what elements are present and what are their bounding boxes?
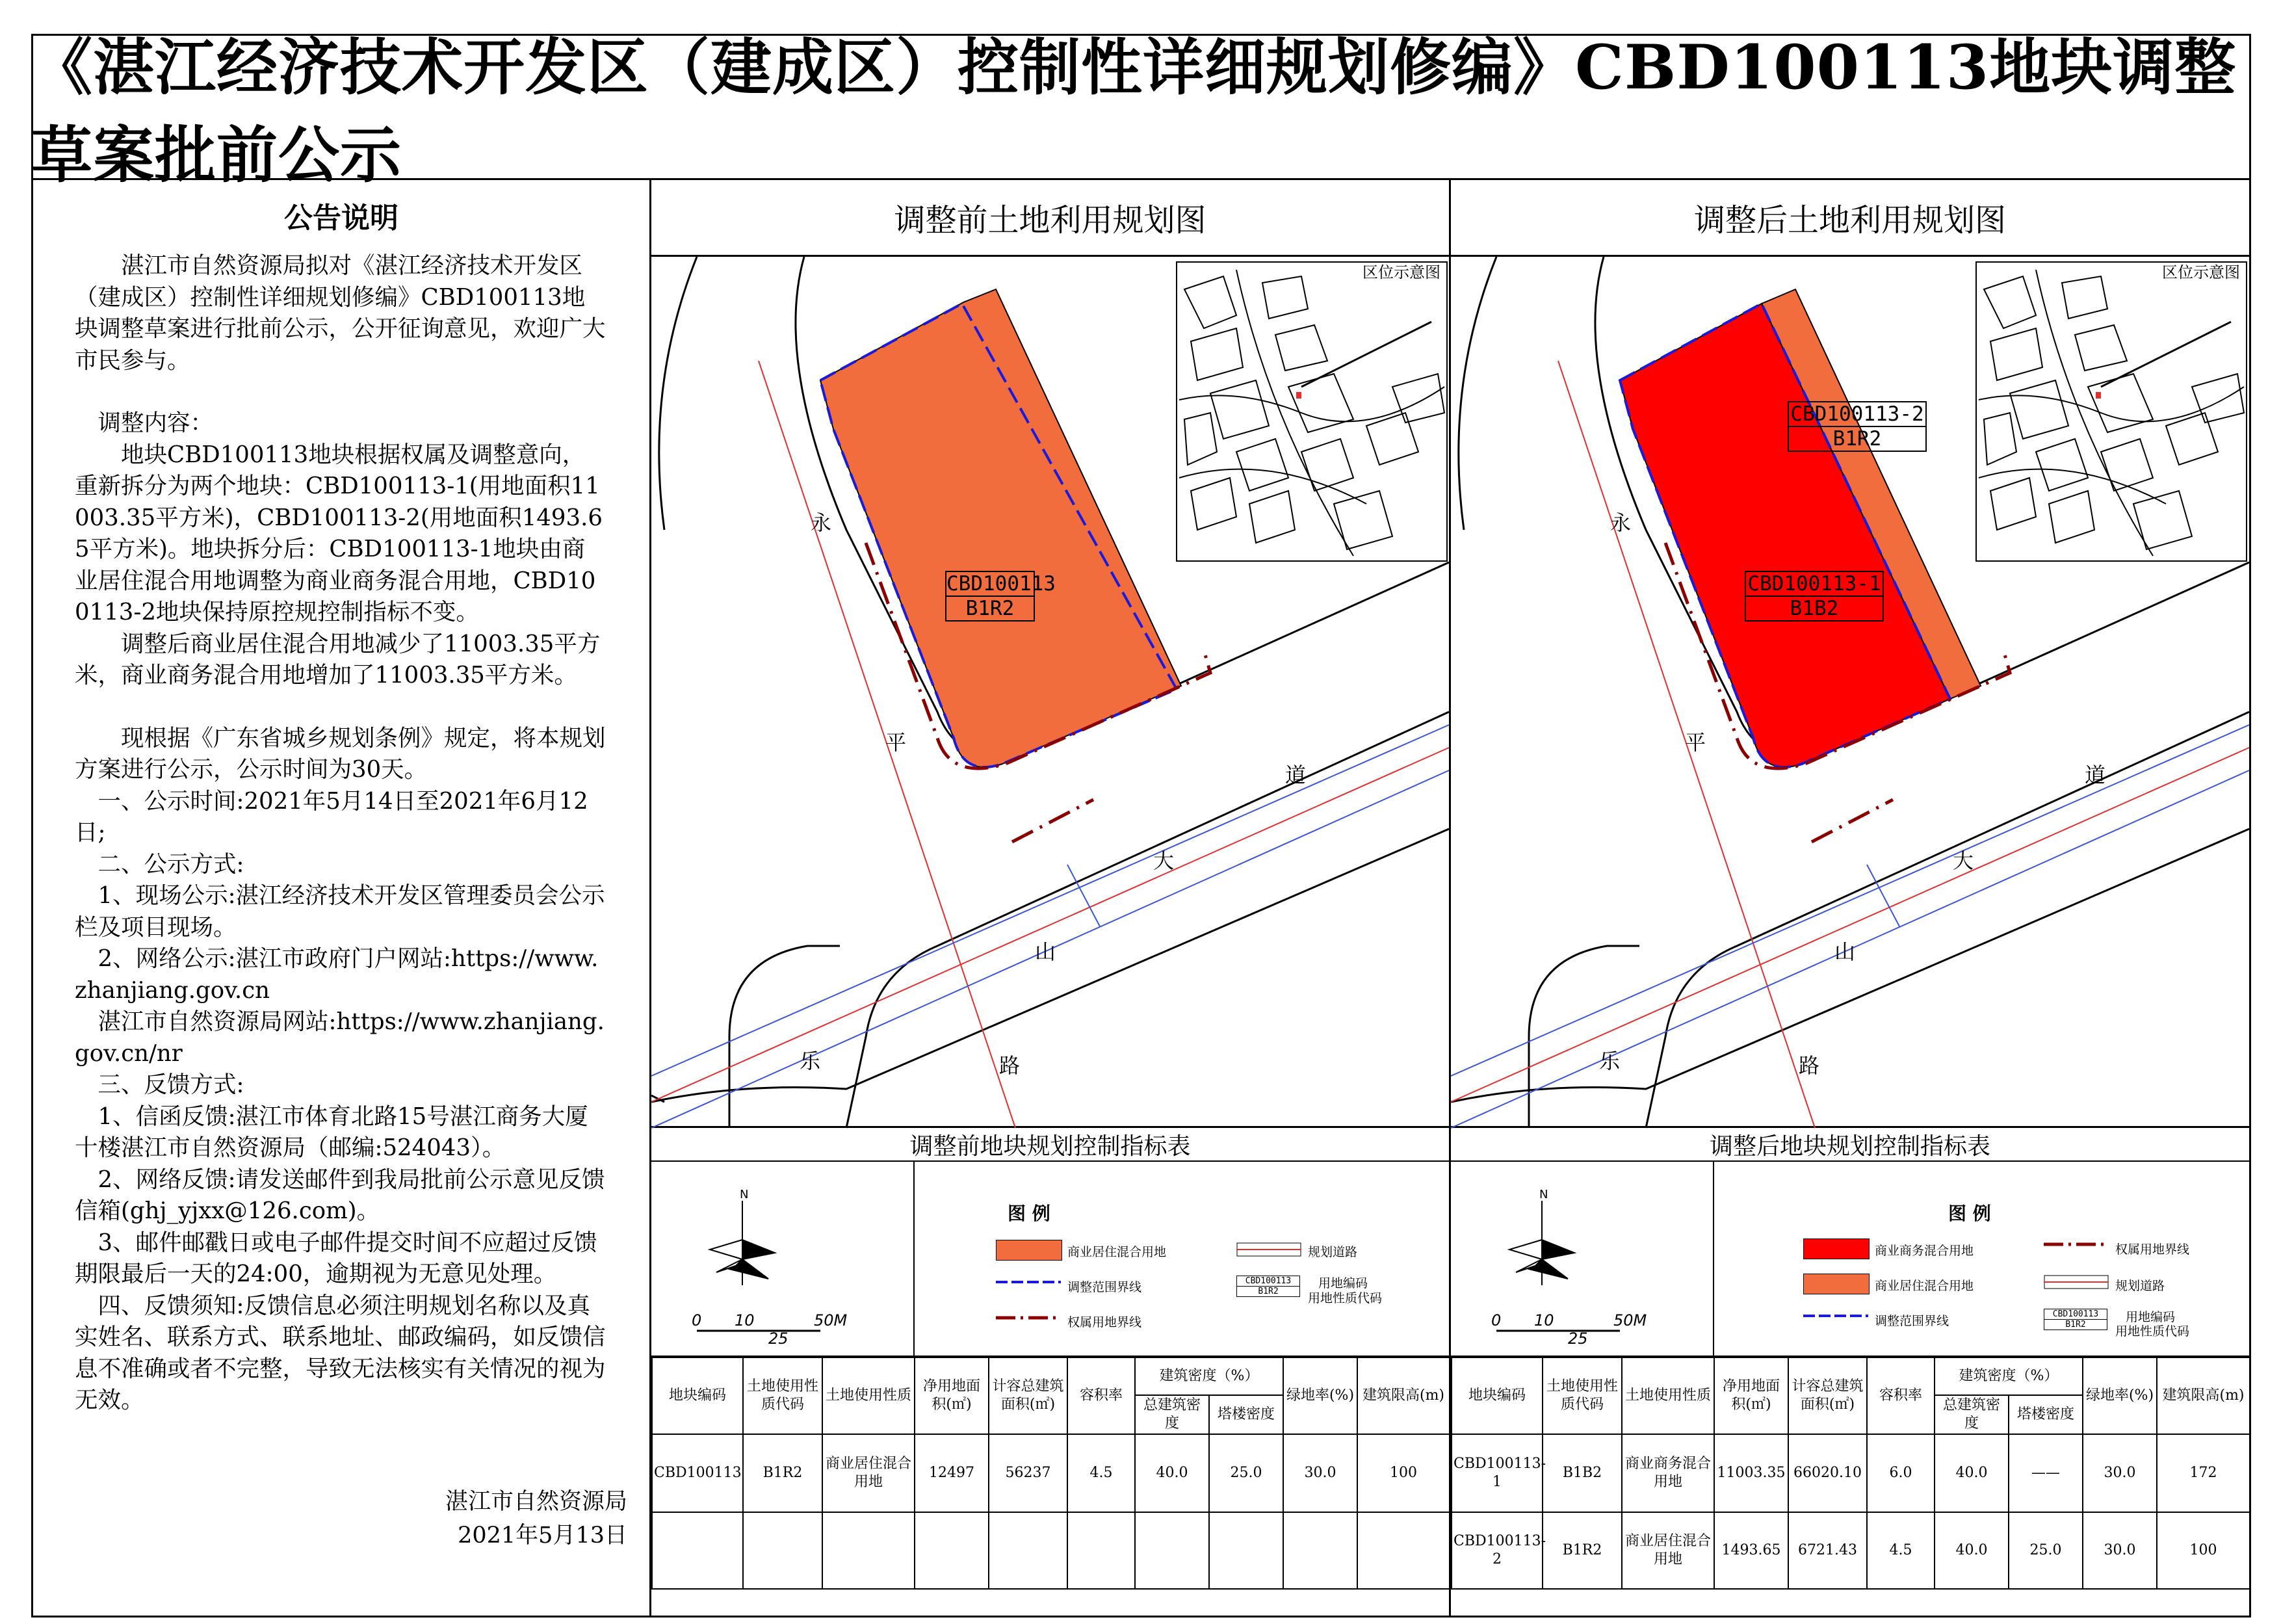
before-map-svg: [651, 257, 1449, 1128]
road-label: 乐: [1599, 1049, 1621, 1073]
road-label: 平: [885, 730, 907, 755]
north-label: N: [740, 1188, 749, 1201]
scale-label: 25: [768, 1329, 789, 1348]
legend-code-top: CBD100113: [2044, 1309, 2107, 1320]
notice-paragraph: 湛江市自然资源局拟对《湛江经济技术开发区（建成区）控制性详细规划修编》CBD100113地块调整草案进行批前公示，公开征询意见，欢迎广大市民参与。: [75, 252, 606, 374]
notice-paragraph: 二、公示方式:: [75, 850, 244, 878]
after-map-title: 调整后土地利用规划图: [1451, 180, 2249, 257]
legend-swatch-ownership-boundary: [996, 1308, 1061, 1328]
legend-swatch-adjust-boundary: [996, 1272, 1061, 1292]
table-header: 土地使用性质代码: [743, 1357, 822, 1434]
notice-paragraph: 1、信函反馈:湛江市体育北路15号湛江商务大厦十楼湛江市自然资源局（邮编:524043）。: [75, 1103, 588, 1161]
road-label: 道: [1285, 763, 1307, 787]
notice-paragraph: 一、公示时间:2021年5月14日至2021年6月12日;: [75, 787, 588, 846]
table-header: 计容总建筑面积(㎡): [1788, 1357, 1867, 1434]
table-header: 绿地率(%): [2083, 1357, 2157, 1434]
road-label: 平: [1685, 730, 1706, 755]
road-label: 永: [1610, 510, 1632, 535]
scale-label: 0: [692, 1311, 702, 1329]
after-inset-label: 区位示意图: [2162, 263, 2240, 282]
legend-label: 规划道路: [2115, 1279, 2165, 1293]
before-legend-area: [651, 1162, 1449, 1357]
legend-swatch-commercial-business: [1803, 1238, 1870, 1259]
after-table-title: 调整后地块规划控制指标表: [1451, 1128, 2249, 1162]
road-label: 山: [1834, 939, 1856, 964]
parcel-use-code: B1R2: [965, 597, 1015, 620]
before-table-title: 调整前地块规划控制指标表: [651, 1128, 1449, 1162]
after-map-svg: [1451, 257, 2249, 1128]
legend-label: 商业居住混合用地: [1067, 1245, 1167, 1259]
table-header: 土地使用性质: [1622, 1357, 1714, 1434]
after-map: [1451, 257, 2249, 1128]
road-label: 大: [1953, 848, 1974, 873]
legend-label: 商业居住混合用地: [1875, 1279, 1974, 1293]
table-header: 绿地率(%): [1283, 1357, 1357, 1434]
legend-swatch-commercial-residential: [1803, 1274, 1870, 1294]
parcel-code-label: [945, 571, 1056, 622]
legend-label: 用地性质代码: [2115, 1324, 2190, 1339]
before-map: [651, 257, 1449, 1128]
road-label: 路: [999, 1053, 1021, 1078]
before-map-title: 调整前土地利用规划图: [651, 180, 1449, 257]
table-header: 建筑限高(m): [1357, 1357, 1450, 1434]
notice-paragraph: 现根据《广东省城乡规划条例》规定，将本规划方案进行公示，公示时间为30天。: [75, 724, 606, 783]
after-north-arrow: [1490, 1188, 1647, 1350]
legend-swatch-planned-road: [1236, 1240, 1301, 1259]
notice-paragraph: 2、网络公示:湛江市政府门户网站:https://www.zhanjiang.gov.cn: [75, 945, 599, 1004]
scale-label: 0: [1491, 1311, 1502, 1329]
table-header: 地块编码: [1452, 1357, 1543, 1434]
legend-code-bottom: B1R2: [1258, 1287, 1279, 1296]
north-label: N: [1539, 1188, 1548, 1201]
scale-label: 10: [735, 1311, 755, 1329]
table-row: CBD100113-1 B1B2 商业商务混合用地 11003.35 66020.10 6.0 40.0 —— 30.0 172: [1452, 1434, 2250, 1512]
signature-org: 湛江市自然资源局: [445, 1489, 627, 1515]
notice-paragraph: 调整内容：: [75, 410, 214, 436]
after-control-table: [1451, 1357, 2250, 1590]
table-header: 塔楼密度: [2009, 1395, 2083, 1434]
table-header: 容积率: [1067, 1357, 1135, 1434]
parcel1-code: CBD100113-1: [1746, 572, 1883, 597]
table-row: CBD100113 B1R2 商业居住混合用地 12497 56237 4.5 40.0 25.0 30.0 100: [652, 1434, 1450, 1512]
table-header: 地块编码: [652, 1357, 743, 1434]
road-label: 路: [1799, 1053, 1820, 1078]
parcel2-code: CBD100113-2: [1789, 402, 1925, 427]
table-row: CBD100113-2 B1R2 商业居住混合用地 1493.65 6721.43 4.5 40.0 25.0 30.0 100: [1452, 1512, 2250, 1589]
notice-paragraph: 四、反馈须知:反馈信息必须注明规划名称以及真实姓名、联系方式、联系地址、邮政编码，如反馈信息不准确或者不完整，导致无法核实有关情况的视为无效。: [75, 1292, 606, 1413]
parcel2-use-code: B1R2: [1832, 427, 1882, 451]
legend-swatch-commercial-residential: [996, 1240, 1062, 1261]
legend-swatch-planned-road: [2044, 1272, 2109, 1292]
legend-label: 调整范围界线: [1875, 1314, 1949, 1328]
parcel2-code-label: [1788, 401, 1927, 452]
notice-body: [33, 250, 649, 1417]
after-legend-area: [1451, 1162, 2249, 1357]
scale-label: 50M: [814, 1311, 848, 1329]
legend-code-box: [1236, 1276, 1300, 1297]
legend-swatch-adjust-boundary: [1803, 1306, 1868, 1326]
notice-paragraph: 2、网络反馈:请发送邮件到我局批前公示意见反馈信箱(ghj_yjxx@126.com)。: [75, 1166, 605, 1224]
table-header: 土地使用性质: [822, 1357, 915, 1434]
notice-paragraph: 调整后商业居住混合用地减少了11003.35平方米，商业商务混合用地增加了11003.35平方米。: [75, 630, 601, 688]
road-label: 乐: [800, 1049, 821, 1073]
table-header: 总建筑密度: [1935, 1395, 2009, 1434]
legend-label: 权属用地界线: [1067, 1315, 1142, 1329]
table-header: 塔楼密度: [1209, 1395, 1283, 1434]
legend-label: 用地编码: [2126, 1310, 2176, 1324]
legend-label: 用地编码: [1318, 1276, 1368, 1290]
table-header: 容积率: [1867, 1357, 1935, 1434]
road-label: 大: [1153, 848, 1175, 873]
before-inset-label: 区位示意图: [1362, 263, 1440, 282]
notice-paragraph: 3、邮件邮戳日或电子邮件提交时间不应超过反馈期限最后一天的24:00，逾期视为无意见处理。: [75, 1229, 597, 1287]
scale-label: 50M: [1613, 1311, 1647, 1329]
legend-title: 图 例: [1948, 1203, 1991, 1224]
parcel-code: CBD100113: [946, 572, 1056, 596]
legend-code-box: [2044, 1309, 2107, 1330]
notice-paragraph: 湛江市自然资源局网站:https://www.zhanjiang.gov.cn/nr: [75, 1008, 605, 1067]
legend-label: 商业商务混合用地: [1875, 1244, 1974, 1258]
notice-panel: [33, 180, 651, 1616]
scale-label: 10: [1534, 1311, 1554, 1329]
legend-label: 用地性质代码: [1308, 1291, 1383, 1305]
page-title: 《湛江经济技术开发区（建成区）控制性详细规划修编》CBD100113地块调整草案批前公示: [31, 34, 2251, 180]
notice-paragraph: 三、反馈方式:: [75, 1071, 244, 1098]
table-header: 计容总建筑面积(㎡): [989, 1357, 1067, 1434]
legend-swatch-ownership-boundary: [2044, 1235, 2109, 1254]
legend-code-bottom: B1R2: [2065, 1320, 2086, 1329]
notice-heading: 公告说明: [284, 202, 398, 235]
signature-date: 2021年5月13日: [458, 1523, 627, 1549]
table-header: 建筑限高(m): [2157, 1357, 2250, 1434]
legend-label: 规划道路: [1308, 1245, 1358, 1259]
table-header: 土地使用性质代码: [1543, 1357, 1622, 1434]
notice-paragraph: 1、现场公示:湛江经济技术开发区管理委员会公示栏及项目现场。: [75, 882, 605, 941]
parcel1-use-code: B1B2: [1790, 597, 1839, 620]
table-header: 建筑密度（%）: [1135, 1357, 1283, 1395]
road-label: 道: [2085, 763, 2106, 787]
scale-label: 25: [1568, 1329, 1588, 1348]
table-header: 总建筑密度: [1135, 1395, 1209, 1434]
legend-code-top: CBD100113: [1237, 1276, 1299, 1287]
before-north-arrow: [690, 1188, 848, 1350]
parcel1-code-label: [1745, 571, 1884, 622]
legend-label: 调整范围界线: [1067, 1280, 1142, 1294]
legend-title: 图 例: [1008, 1203, 1050, 1224]
road-label: 山: [1035, 939, 1056, 964]
before-control-table: [651, 1357, 1450, 1590]
notice-paragraph: 地块CBD100113地块根据权属及调整意向，重新拆分为两个地块：CBD100113-1(用地面积11003.35平方米)，CBD100113-2(用地面积1493.65平方米)。地块拆分后：CBD100113-1地块由商业居住混合用地调整为商业商务混合用地，CBD100113-2地块保持原控规控制指标不变。: [75, 441, 603, 625]
road-label: 永: [811, 510, 832, 535]
legend-label: 权属用地界线: [2115, 1242, 2190, 1257]
table-header: 建筑密度（%）: [1935, 1357, 2083, 1395]
table-header: 净用地面积(㎡): [1714, 1357, 1788, 1434]
table-header: 净用地面积(㎡): [915, 1357, 989, 1434]
